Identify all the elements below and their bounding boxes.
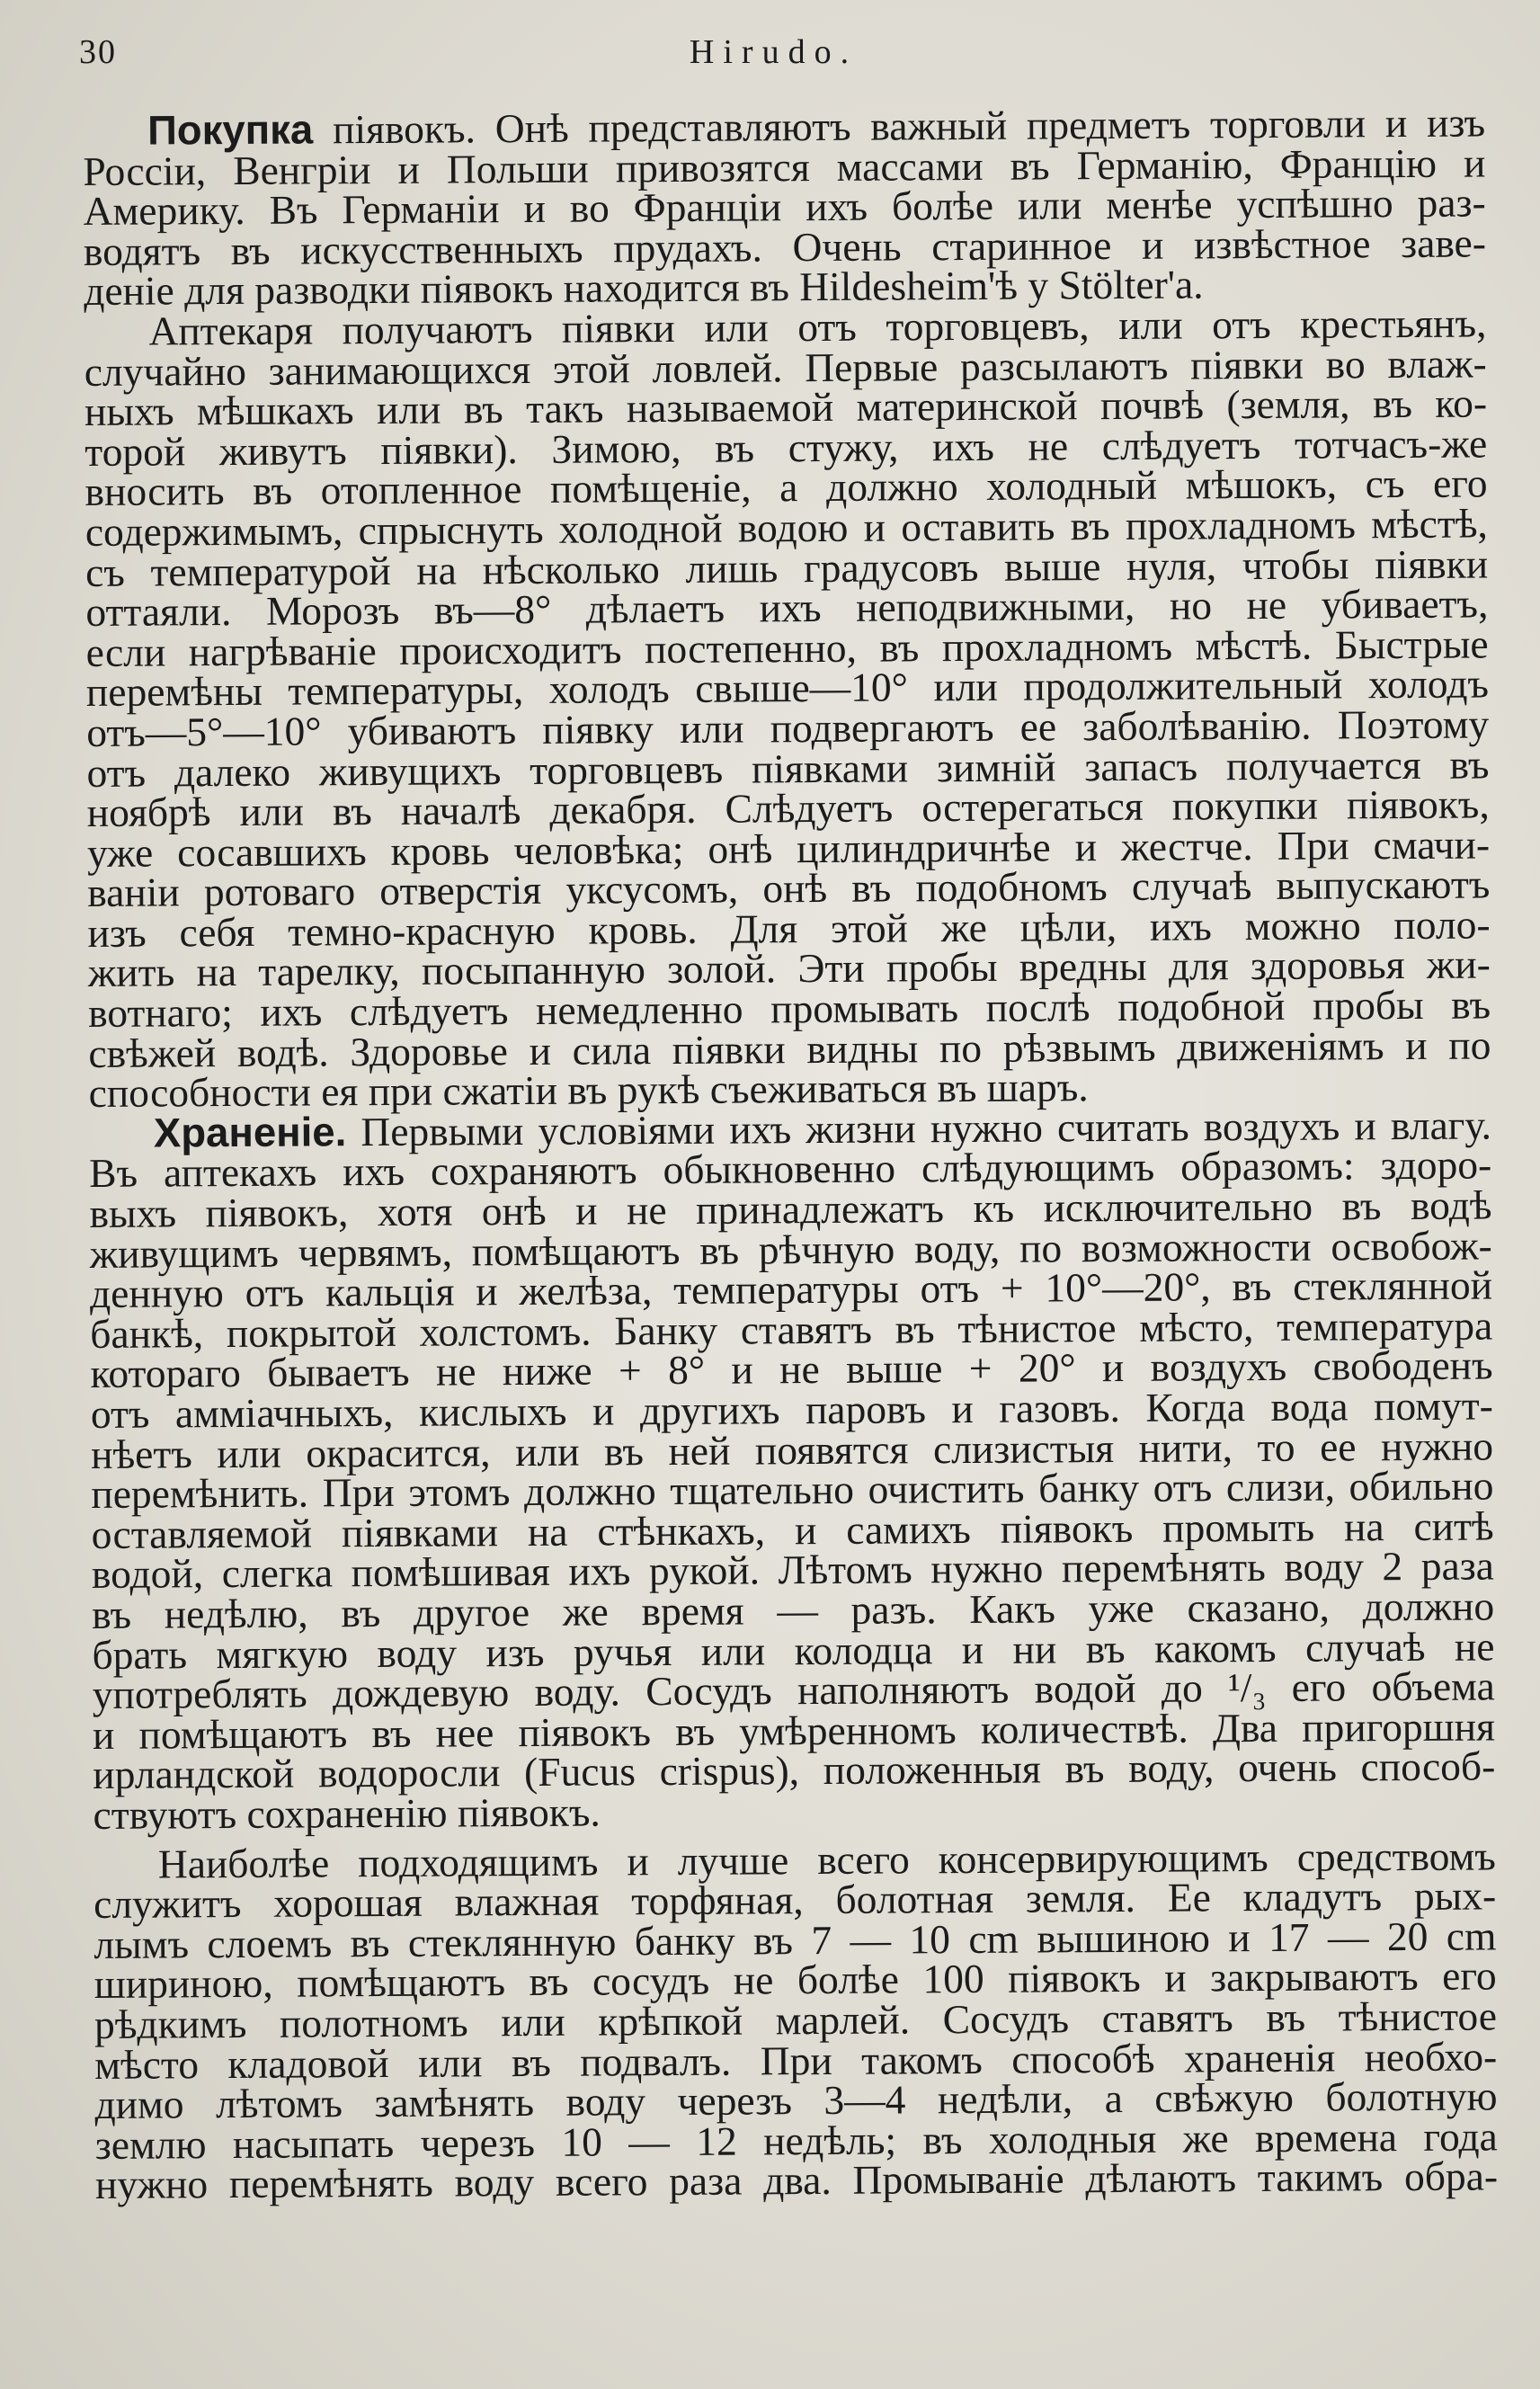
text-line: жить на тарелку, посыпанную золой. Эти пробы вредны для здоровья жи- (87, 940, 1491, 996)
text-line: живущимъ червямъ, помѣщаютъ въ рѣчную воду, по возможности освобож- (89, 1222, 1492, 1277)
text-line: въ недѣлю, въ другое же время — разъ. Какъ уже сказано, должно (92, 1582, 1495, 1637)
text-line: ирландской водоросли (Fucus crispus), положенныя въ воду, очень способ- (93, 1743, 1496, 1798)
text-line: Россіи, Венгріи и Польши привозятся массами въ Германію, Францію и (83, 139, 1486, 194)
text-line: ствуютъ сохраненію піявокъ. (93, 1788, 601, 1838)
text-line: Аптекаря получаютъ піявки или отъ торговцевъ, или отъ крестьянъ, (148, 299, 1487, 354)
text-line: брать мягкую воду изъ ручья или колодца и ни въ какомъ случаѣ не (92, 1623, 1495, 1678)
text-line: Наиболѣе подходящимъ и лучше всего консервирующимъ средствомъ (157, 1832, 1497, 1887)
text-line: изъ себя темно-красную кровь. Для этой же цѣли, ихъ можно поло- (87, 901, 1491, 956)
text-line: водятъ въ искусственныхъ прудахъ. Очень старинное и извѣстное заве- (83, 219, 1487, 274)
section-heading-purchase: Покупка (147, 106, 314, 154)
text-line: отъ—5°—10° убиваютъ піявку или подвергаютъ ее заболѣванію. Поэтому (86, 700, 1490, 755)
text-line: водой, слегка помѣшивая ихъ рукой. Лѣтомъ нужно перемѣнять воду 2 раза (91, 1542, 1495, 1598)
text-line: вносить въ отопленное помѣщеніе, а должно холодный мѣшокъ, съ его (85, 459, 1488, 515)
text-line: котораго бываетъ не ниже + 8° и не выше + 20° и воздухъ свободенъ (90, 1342, 1493, 1397)
text-line: банкѣ, покрытой холстомъ. Банку ставятъ въ тѣнистое мѣсто, температура (90, 1302, 1493, 1357)
text-line: и помѣщаютъ въ нее піявокъ въ умѣренномъ количествѣ. Два пригоршня (92, 1703, 1496, 1758)
text-line: оттаяли. Морозъ въ—8° дѣлаетъ ихъ неподвижными, но не убиваетъ, (85, 580, 1489, 636)
text-line: Покупка піявокъ. Онѣ представляютъ важный предметъ торговли и изъ (147, 99, 1486, 154)
text-line: землю насыпать черезъ 10 — 12 недѣль; въ холодныя же времена года (94, 2113, 1498, 2168)
text-line: нужно перемѣнять воду всего раза два. Промываніе дѣлаютъ такимъ обра- (94, 2153, 1499, 2208)
text-line: Храненіе. Первыми условіями ихъ жизни нужно считать воздухъ и влагу. (153, 1101, 1492, 1156)
text-line: ваніи ротоваго отверстія уксусомъ, онѣ въ подобномъ случаѣ выпускаютъ (87, 860, 1491, 916)
page-header (79, 25, 1468, 79)
running-title: Hirudo. (689, 33, 859, 71)
text-line: димо лѣтомъ замѣнять воду черезъ 3—4 недѣли, а свѣжую болотную (94, 2073, 1498, 2128)
text-line: уже сосавшихъ кровь человѣка; онѣ цилиндричнѣе и жестче. При смачи- (86, 821, 1491, 876)
text-line: мѣсто кладовой или въ подвалъ. При такомъ способѣ храненія необхо- (94, 2032, 1498, 2088)
text-line: лымъ слоемъ въ стеклянную банку въ 7 — 10 cm вышиною и 17 — 20 cm (93, 1912, 1497, 1967)
text-line: перемѣнить. При этомъ должно тщательно очистить банку отъ слизи, обильно (91, 1462, 1494, 1518)
page-number: 30 (79, 33, 117, 71)
text-line: ныхъ мѣшкахъ или въ такъ называемой материнской почвѣ (земля, въ ко- (84, 379, 1488, 435)
text-line: Америку. Въ Германіи и во Франціи ихъ болѣе или менѣе успѣшно раз- (83, 179, 1486, 235)
text-line: свѣжей водѣ. Здоровье и сила піявки видны по рѣзвымъ движеніямъ и по (88, 1021, 1491, 1076)
section-heading-storage: Храненіе. (153, 1109, 347, 1156)
text-line: выхъ піявокъ, хотя онѣ и не принадлежатъ къ исключительно въ водѣ (89, 1181, 1492, 1237)
paragraph-best-means (93, 1832, 1499, 2208)
text-line: вотнаго; ихъ слѣдуетъ немедленно промывать послѣ подобной пробы въ (87, 981, 1491, 1037)
text-line: случайно занимающихся этой ловлей. Первые разсылаютъ піявки во влаж- (84, 340, 1487, 395)
text-line: содержимымъ, спрыснуть холодной водою и оставить въ прохладномъ мѣстѣ, (85, 500, 1488, 555)
body-text (83, 99, 1499, 2208)
text-line: ноябрѣ или въ началѣ декабря. Слѣдуетъ остерегаться покупки піявокъ, (86, 780, 1490, 836)
text-line: употреблять дождевую воду. Сосудъ наполняютъ водой до ¹/₃ его объема (92, 1662, 1495, 1718)
text-line: нѣетъ или окрасится, или въ ней появятся слизистыя нити, то ее нужно (90, 1422, 1494, 1477)
text-line: отъ амміачныхъ, кислыхъ и другихъ паровъ и газовъ. Когда вода помут- (90, 1382, 1493, 1437)
paragraph-purchase (83, 99, 1487, 315)
text-line: съ температурой на нѣсколько лишь градусовъ выше нуля, чтобы піявки (85, 539, 1489, 595)
text-line: оставляемой піявками на стѣнкахъ, и самихъ піявокъ промыть на ситѣ (91, 1502, 1494, 1557)
text-line: торой живутъ піявки). Зимою, въ стужу, ихъ не слѣдуетъ тотчасъ-же (85, 420, 1488, 475)
text-line: шириною, помѣщаютъ въ сосудъ не болѣе 100 піявокъ и закрываютъ его (93, 1952, 1497, 2008)
text-line: Въ аптекахъ ихъ сохраняютъ обыкновенно слѣдующимъ образомъ: здоро- (89, 1141, 1492, 1197)
text-line: деніе для разводки піявокъ находится въ Hildesheim'ѣ у Stölter'a. (84, 261, 1204, 315)
text-line: отъ далеко живущихъ торговцевъ піявками зимній запасъ получается въ (86, 740, 1490, 796)
text-line: рѣдкимъ полотномъ или крѣпкой марлей. Сосудъ ставятъ въ тѣнистое (93, 1992, 1498, 2047)
text-line: способности ея при сжатіи въ рукѣ съеживаться въ шаръ. (88, 1064, 1089, 1117)
text-line: если нагрѣваніе происходитъ постепенно, въ прохладномъ мѣстѣ. Быстрые (85, 620, 1489, 675)
text-line: служитъ хорошая влажная торфяная, болотная земля. Ее кладутъ рых- (93, 1872, 1497, 1928)
text-line: денную отъ кальція и желѣза, температуры отъ + 10°—20°, въ стеклянной (89, 1261, 1493, 1317)
text-line: перемѣны температуры, холодъ свыше—10° или продолжительный холодъ (85, 660, 1490, 716)
paragraph-pharmacists (84, 299, 1491, 1117)
paragraph-storage (89, 1101, 1496, 1838)
